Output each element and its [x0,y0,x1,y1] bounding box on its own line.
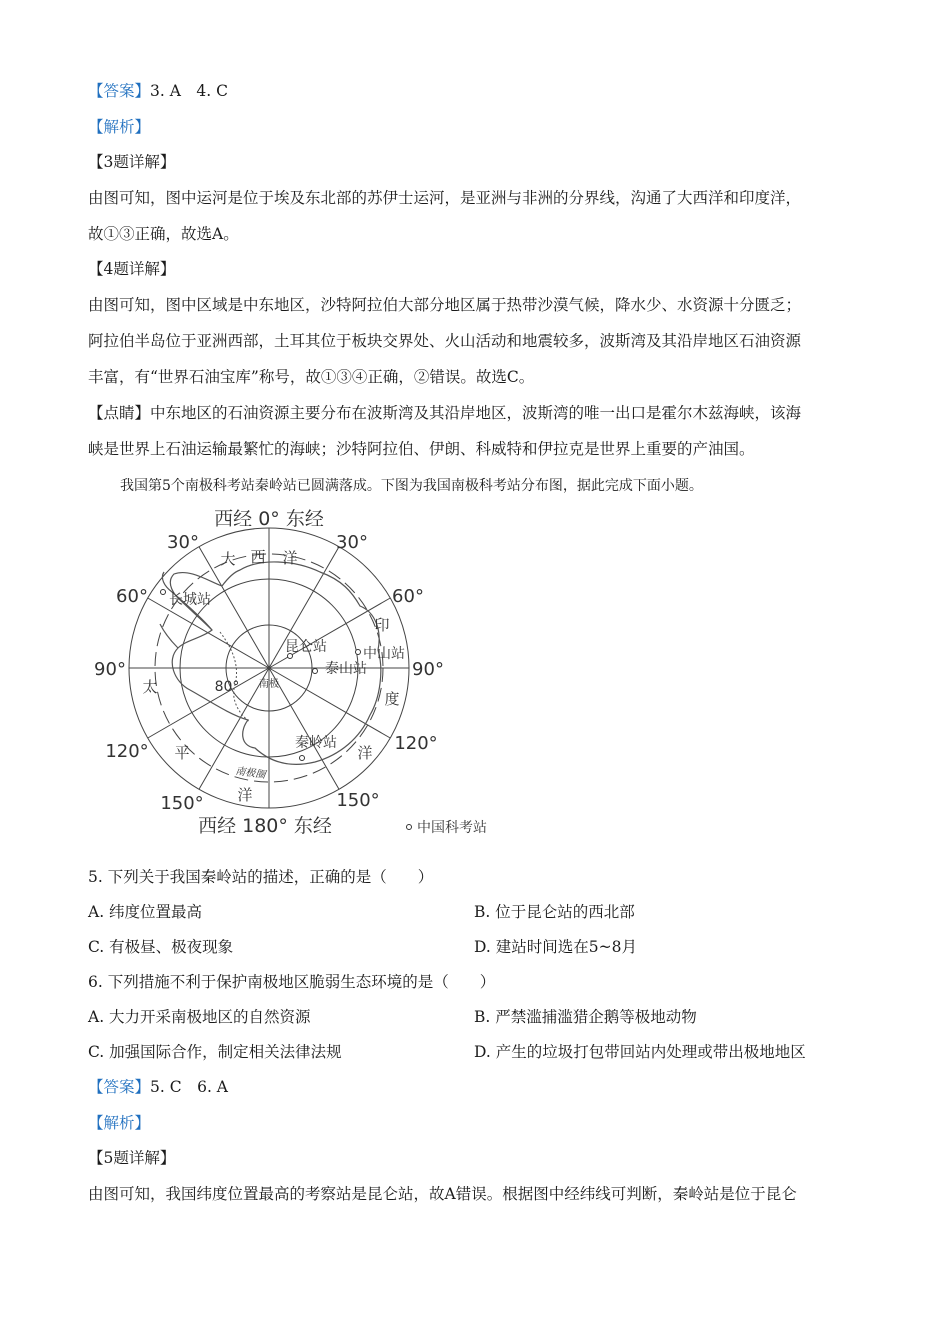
station-marker-qinling [300,756,305,761]
q5-detail-heading: 【5题详解】 [88,1149,176,1167]
antarctic-station-map [90,500,510,845]
ocean-indian-2: 度 [384,690,400,708]
map-intro-caption: 我国第5个南极科考站秦岭站已圆满落成。下图为我国南极科考站分布图，据此完成下面小题。 [120,478,703,494]
answer-text: 3. A 4. C [150,82,229,100]
q4-detail-text-3: 丰富，有“世界石油宝库”称号，故①③④正确，②错误。故选C。 [88,368,535,386]
q4-detail-text-2: 阿拉伯半岛位于亚洲西部，土耳其位于板块交界处、火山活动和地震较多，波斯湾及其沿岸地区石油资源 [88,332,802,350]
ocean-pacific-1: 太 [142,678,158,696]
lon-label-150e: 150° [336,790,380,811]
analysis-tag: 【解析】 [88,118,151,136]
q3-detail-text-1: 由图可知，图中运河是位于埃及东北部的苏伊士运河，是亚洲与非洲的分界线，沟通了大西洋和印度洋， [88,189,802,207]
answer-tag-2: 【答案】 [88,1078,151,1096]
station-kunlun-label: 昆仑站 [285,639,327,655]
q4-detail-heading: 【4题详解】 [88,260,176,278]
q3-detail-heading: 【3题详解】 [88,153,176,171]
q5-option-a[interactable]: A. 纬度位置最高 [88,903,203,921]
answer-tag: 【答案】 [88,82,151,100]
station-qinling-label: 秦岭站 [295,735,337,751]
lon-label-120e: 120° [394,733,438,754]
answer-line-q5-6 [88,1077,228,1097]
ocean-atlantic-1: 大 [220,550,236,568]
ocean-pacific-3: 洋 [237,786,253,804]
q6-option-a[interactable]: A. 大力开采南极地区的自然资源 [88,1008,311,1026]
q6-option-c[interactable]: C. 加强国际合作，制定相关法律法规 [88,1043,342,1061]
south-pole-label: 南极 [259,679,279,690]
lon-label-60e: 60° [392,586,424,607]
meridian-lines [129,528,409,808]
q5-option-c[interactable]: C. 有极昼、极夜现象 [88,938,234,956]
meridian-line [269,668,390,738]
q3-detail-text-2: 故①③正确，故选A。 [88,225,239,243]
lon-label-30w: 30° [167,532,199,553]
analysis-tag-2: 【解析】 [88,1114,151,1132]
tip-text-1: 中东地区的石油资源主要分布在波斯湾及其沿岸地区，波斯湾的唯一出口是霍尔木兹海峡，该海 [150,404,802,422]
lon-label-30e: 30° [336,532,368,553]
polar-circle-label: 南极圈 [234,765,266,782]
q5-option-b[interactable]: B. 位于昆仑站的西北部 [474,903,635,921]
q5-option-d[interactable]: D. 建站时间选在5~8月 [474,938,637,956]
station-marker-zhongshan [356,650,361,655]
tip-tag: 【点睛】 [88,404,151,422]
ocean-atlantic-3: 洋 [282,549,298,567]
q5-stem: 5. 下列关于我国秦岭站的描述，正确的是（ ） [88,868,434,886]
tip-text-2: 峡是世界上石油运输最繁忙的海峡；沙特阿拉伯、伊朗、科威特和伊拉克是世界上重要的产油国。 [88,440,755,458]
legend-label: 中国科考站 [417,820,487,836]
lat-label-80: 80° [214,679,240,695]
q5-detail-text-1: 由图可知，我国纬度位置最高的考察站是昆仑站，故A错误。根据图中经纬线可判断，秦岭站是位于昆仑 [88,1185,797,1203]
bottom-meridian-label: 西经 180° 东经 [198,815,332,837]
q6-option-d[interactable]: D. 产生的垃圾打包带回站内处理或带出极地地区 [474,1043,806,1061]
answer-text-2: 5. C 6. A [150,1078,229,1096]
lon-label-60w: 60° [116,586,148,607]
lon-label-90w: 90° [94,659,126,680]
q4-detail-text-1: 由图可知，图中区域是中东地区，沙特阿拉伯大部分地区属于热带沙漠气候，降水少、水资源十分匮乏； [88,296,802,314]
station-changcheng-label: 长城站 [169,592,211,608]
station-taishan-label: 泰山站 [325,661,367,677]
lon-label-150w: 150° [160,793,204,814]
meridian-line [148,668,269,738]
q6-stem: 6. 下列措施不利于保护南极地区脆弱生态环境的是（ ） [88,973,496,991]
answer-line-q3-4 [88,81,228,101]
lon-label-120w: 120° [105,741,149,762]
lon-label-90e: 90° [412,659,444,680]
station-zhongshan-label: 中山站 [363,646,405,662]
ocean-atlantic-2: 西 [250,548,266,566]
q6-option-b[interactable]: B. 严禁滥捕滥猎企鹅等极地动物 [474,1008,697,1026]
top-meridian-label: 西经 0° 东经 [214,508,324,530]
station-marker-changcheng [161,590,166,595]
ocean-indian-1: 印 [374,616,390,634]
station-marker-taishan [313,669,318,674]
ocean-pacific-2: 平 [174,744,190,762]
tip-line-1 [88,403,801,423]
legend-station-marker [407,825,412,830]
ocean-indian-3: 洋 [357,744,373,762]
meridian-line [269,668,339,789]
